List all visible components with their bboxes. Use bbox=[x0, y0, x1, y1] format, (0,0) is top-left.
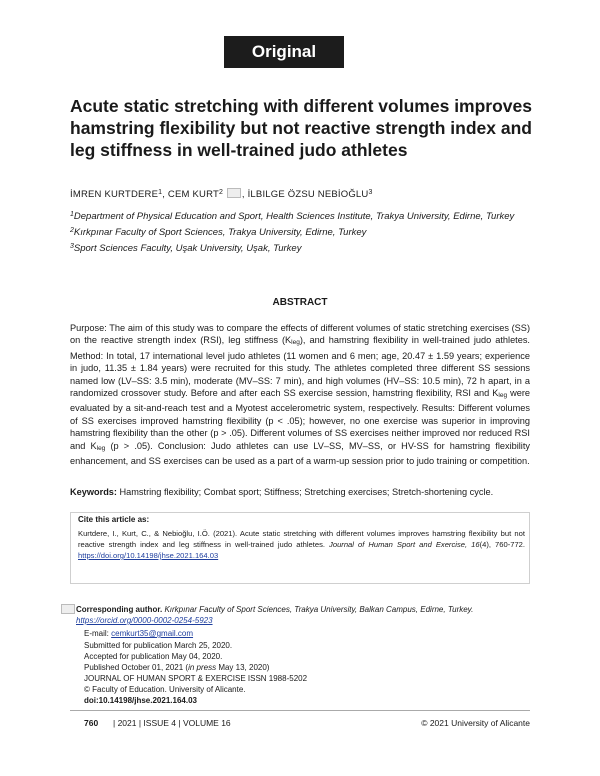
citation-journal: Journal of Human Sport and Exercise, 16 bbox=[329, 540, 480, 549]
citation-text bbox=[78, 528, 525, 561]
affil-number: 3 bbox=[70, 243, 74, 250]
page-number: 760 bbox=[84, 718, 99, 728]
author-name: İLBILGE ÖZSU NEBİOĞLU bbox=[247, 189, 369, 200]
issue-info: | 2021 | ISSUE 4 | VOLUME 16 bbox=[113, 718, 231, 728]
affil-number: 2 bbox=[70, 227, 74, 234]
footer-copyright: © 2021 University of Alicante bbox=[421, 718, 530, 728]
affiliation-3 bbox=[70, 243, 301, 254]
affil-text: Department of Physical Education and Sport, Health Sciences Institute, Trakya University, Edirne, Turkey bbox=[73, 211, 515, 222]
subscript: leg bbox=[291, 339, 300, 347]
published-italic: in press bbox=[188, 663, 217, 672]
affiliation-2 bbox=[70, 227, 366, 238]
corresponding-address: Kırkpınar Faculty of Sport Sciences, Trakya University, Balkan Campus, Edirne, Turkey. bbox=[162, 605, 474, 614]
published-part: May 13, 2020) bbox=[216, 663, 270, 672]
abstract-text: ), and hamstring flexibility in well-trained judo athletes. Method: In total, 17 international level judo athletes (11 women and 6 men; age, 20.47 ± 1.59 years; experience in judo, 11.35 ± 1.84 years) were recruited for this study. The athletes completed three different SS sessions named low (LV–SS: 3.5 min), moderate (MV–SS: 7 min), and high volumes (HV–SS: 10.5 min), 72 h apart, in a randomized crossover study. Before and after each SS exercise session, hamstring flexibility, RSI and K bbox=[70, 335, 530, 399]
article-type-badge: Original Article bbox=[224, 36, 344, 68]
abstract-text: were evaluated by a sit-and-reach test and a Myotest accelerometric system, respectively. Results: Different volumes of SS exercises improved hamstring flexibility (p < .05); however, no one exercise was superior in improving hamstring flexibility than the other (p > .05). Different volumes of SS exercises neither improved nor reduced RSI and K bbox=[70, 388, 531, 451]
abstract-text: Purpose: The aim of this study was to compare the effects of different volumes of static stretching exercises (SS) on the reactive strength index (RSI), leg stiffness (K bbox=[70, 323, 530, 346]
email-icon[interactable] bbox=[227, 188, 241, 198]
email-icon bbox=[61, 604, 75, 614]
author-list: İMREN KURTDERE$^1$, CEM KURT$^2$ , İLBILGE ÖZSU NEBİOĞLU$^3$ bbox=[70, 189, 373, 200]
affiliation-1 bbox=[70, 211, 514, 222]
copyright-line: © Faculty of Education. University of Alicante. bbox=[84, 685, 246, 694]
abstract-heading: ABSTRACT bbox=[272, 297, 328, 308]
subscript: leg bbox=[498, 392, 508, 400]
author-name: İMREN KURTDERE bbox=[70, 189, 159, 200]
corresponding-label: Corresponding author. bbox=[76, 605, 163, 614]
citation-heading: Cite this article as: bbox=[78, 515, 150, 524]
citation-part: Kurtdere, I., Kurt, C., & Nebioğlu, I.Ö. (2021). Acute static stretching with different volumes improves hamstring flexibility but not reactive strength index and leg stiffness in well-trained judo athletes. bbox=[78, 529, 525, 549]
keywords bbox=[70, 486, 530, 498]
affil-text: Sport Sciences Faculty, Uşak University, Uşak, Turkey bbox=[73, 243, 302, 254]
submitted-date: Submitted for publication March 25, 2020. bbox=[84, 641, 233, 650]
journal-issn: JOURNAL OF HUMAN SPORT & EXERCISE ISSN 1988-5202 bbox=[84, 674, 308, 683]
email-label: E-mail: bbox=[84, 629, 112, 638]
author-name: CEM KURT bbox=[167, 189, 219, 200]
paper-title: Acute static stretching with different volumes improves hamstring flexibility but not reactive strength index and leg stiffness in well-trained judo athletes bbox=[70, 96, 532, 160]
subscript: leg bbox=[96, 444, 106, 452]
email-link[interactable]: cemkurt35@gmail.com bbox=[111, 629, 194, 638]
keywords-label: Keywords: bbox=[70, 487, 117, 497]
footer-divider bbox=[70, 710, 530, 711]
orcid-link[interactable]: https://orcid.org/0000-0002-0254-5923 bbox=[76, 616, 213, 625]
author-affil-marker: 2 bbox=[218, 189, 224, 196]
doi-line: doi:10.14198/jhse.2021.164.03 bbox=[84, 696, 197, 705]
email-line bbox=[84, 629, 193, 638]
author-affil-marker: 3 bbox=[368, 189, 373, 196]
affil-number: 1 bbox=[70, 211, 74, 218]
keywords-text: Hamstring flexibility; Combat sport; Stiffness; Stretching exercises; Stretch-shortening cycle. bbox=[116, 487, 494, 497]
affil-text: Kırkpınar Faculty of Sport Sciences, Trakya University, Edirne, Turkey bbox=[73, 227, 367, 238]
abstract-body bbox=[70, 322, 530, 467]
author-affil-marker: 1 bbox=[158, 189, 163, 196]
abstract-text: (p > .05). Conclusion: Judo athletes can use LV–SS, MV–SS, or HV-SS for hamstring flexibility enhancement, and SS exercises can be used as a part of a warm-up session prior to judo training or competition. bbox=[70, 440, 530, 467]
published-date bbox=[84, 663, 269, 672]
citation-part: (4), 760-772. bbox=[479, 540, 525, 549]
doi-link[interactable]: https://doi.org/10.14198/jhse.2021.164.03 bbox=[78, 551, 219, 560]
correspondence bbox=[76, 604, 532, 626]
published-part: Published October 01, 2021 ( bbox=[84, 663, 189, 672]
accepted-date: Accepted for publication May 04, 2020. bbox=[84, 652, 223, 661]
